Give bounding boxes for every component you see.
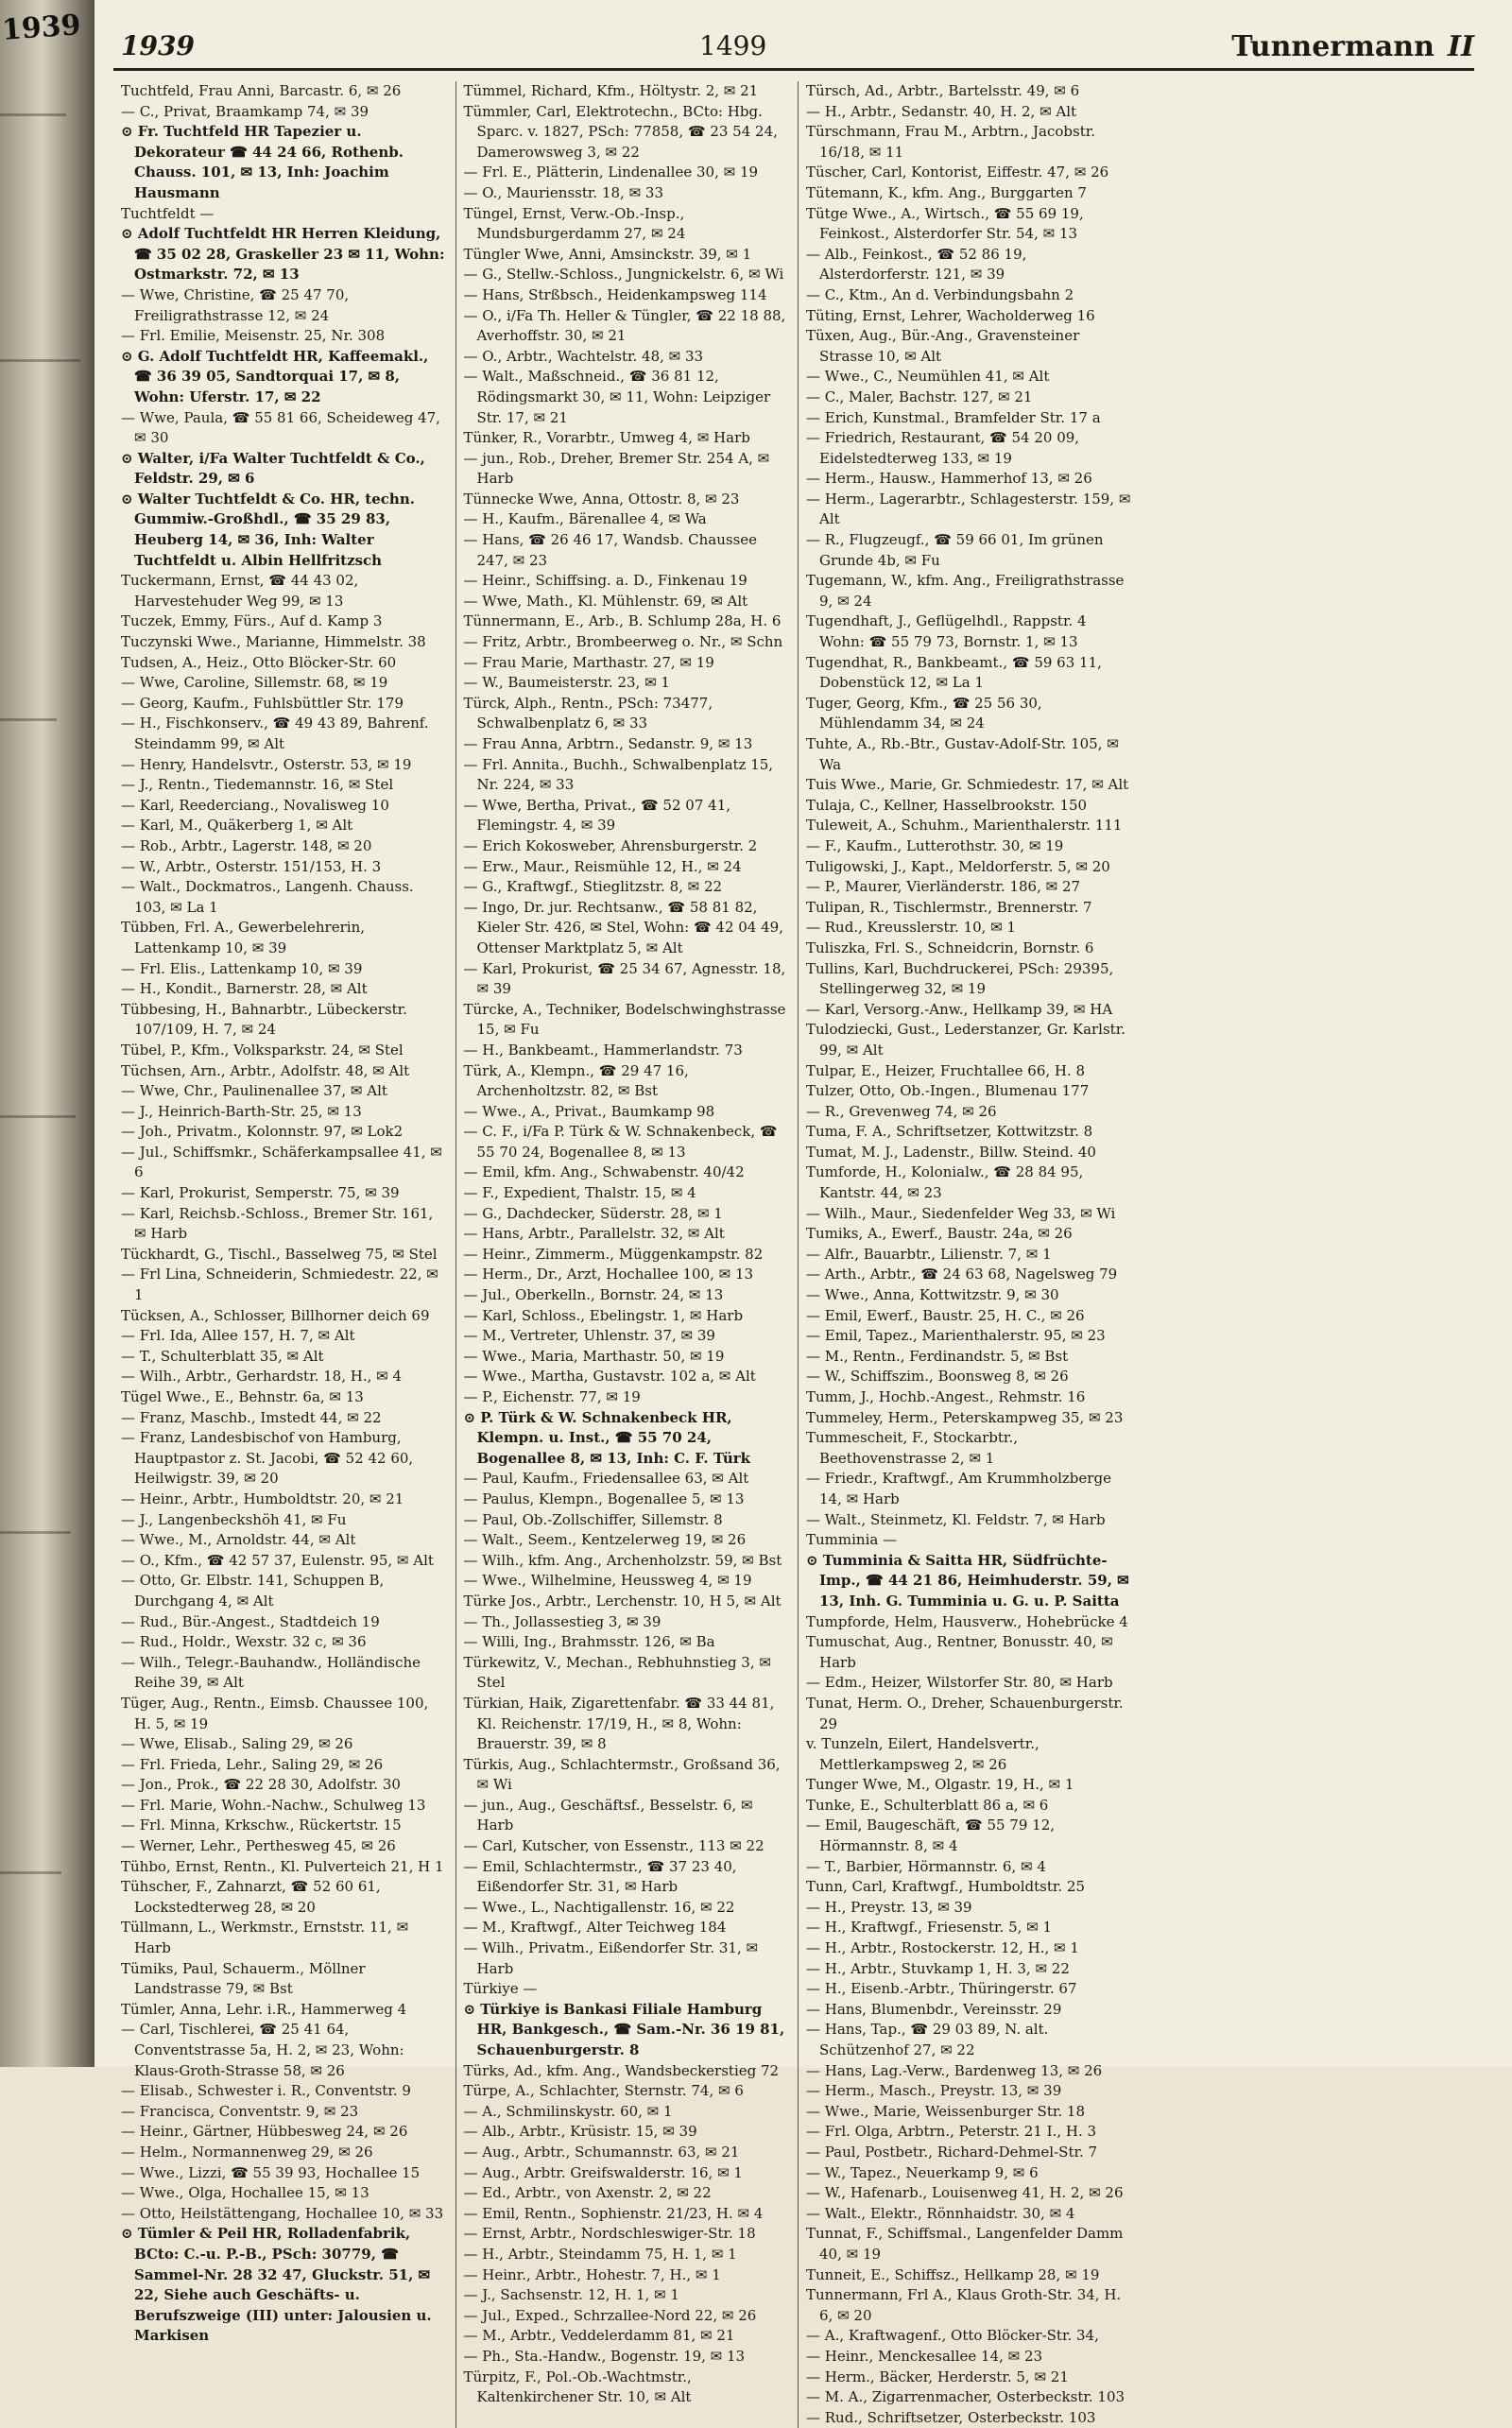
directory-entry: — H., Kaufm., Bärenallee 4, ✉ Wa: [463, 510, 707, 528]
directory-entry: Tuis Wwe., Marie, Gr. Schmiedestr. 17, ✉ Alt: [806, 776, 1129, 794]
directory-entry: Tühscher, F., Zahnarzt, ☎ 52 60 61, Lockstedterweg 28, ✉ 20: [121, 1878, 381, 1916]
directory-entry: Tumiks, A., Ewerf., Baustr. 24a, ✉ 26: [806, 1225, 1073, 1243]
directory-entry: Tüchsen, Arn., Arbtr., Adolfstr. 48, ✉ Alt: [121, 1061, 410, 1079]
directory-entry: — Rud., Kreusslerstr. 10, ✉ 1: [806, 919, 1017, 937]
directory-entry: Tulpar, E., Heizer, Fruchtallee 66, H. 8: [806, 1061, 1086, 1079]
directory-entry: — Th., Jollassestieg 3, ✉ 39: [463, 1612, 662, 1630]
directory-entry: — Georg, Kaufm., Fuhlsbüttler Str. 179: [121, 694, 404, 712]
directory-entry: — Rud., Schriftsetzer, Osterbeckstr. 103: [806, 2408, 1096, 2426]
page-number: 1499: [699, 30, 767, 61]
directory-entry: — Heinr., Menckesallee 14, ✉ 23: [806, 2347, 1043, 2365]
directory-entry: — R., Grevenweg 74, ✉ 26: [806, 1102, 997, 1120]
directory-entry: Tüngel, Ernst, Verw.-Ob.-Insp., Mundsburgerdamm 27, ✉ 24: [463, 204, 686, 243]
directory-entry: Tüger, Aug., Rentn., Eimsb. Chaussee 100, H. 5, ✉ 19: [121, 1694, 429, 1732]
directory-entry: — Jon., Prok., ☎ 22 28 30, Adolfstr. 30: [121, 1776, 401, 1794]
directory-entry: — R., Flugzeugf., ☎ 59 66 01, Im grünen Grunde 4b, ✉ Fu: [806, 531, 1104, 569]
directory-entry: — Hans, Lag.-Verw., Bardenweg 13, ✉ 26: [806, 2061, 1103, 2079]
column-3: [799, 81, 1142, 2428]
directory-entry: — Wwe, Math., Kl. Mühlenstr. 69, ✉ Alt: [463, 592, 748, 610]
directory-entry: — Edm., Heizer, Wilstorfer Str. 80, ✉ Harb: [806, 1674, 1113, 1692]
directory-entry: — Hans, Arbtr., Parallelstr. 32, ✉ Alt: [463, 1225, 725, 1243]
directory-entry: Tulodziecki, Gust., Lederstanzer, Gr. Karlstr. 99, ✉ Alt: [806, 1021, 1125, 1059]
directory-entry: — Walt., Steinmetz, Kl. Feldstr. 7, ✉ Harb: [806, 1510, 1106, 1528]
directory-entry: — C., Maler, Bachstr. 127, ✉ 21: [806, 387, 1033, 405]
directory-entry: — Frl. E., Plätterin, Lindenallee 30, ✉ 19: [463, 164, 759, 181]
directory-entry: — Alfr., Bauarbtr., Lilienstr. 7, ✉ 1: [806, 1245, 1052, 1263]
directory-entry: — H., Kondit., Barnerstr. 28, ✉ Alt: [121, 980, 368, 998]
directory-entry: — H., Arbtr., Stuvkamp 1, H. 3, ✉ 22: [806, 1959, 1070, 1977]
directory-entry: — F., Expedient, Thalstr. 15, ✉ 4: [463, 1184, 696, 1202]
directory-entry: Tunneit, E., Schiffsz., Hellkamp 28, ✉ 19: [806, 2265, 1100, 2283]
directory-entry: Tücksen, A., Schlosser, Billhorner deich 69: [121, 1306, 430, 1324]
directory-entry: — H., Bankbeamt., Hammerlandstr. 73: [463, 1041, 743, 1059]
directory-entry: Tunke, E., Schulterblatt 86 a, ✉ 6: [806, 1796, 1049, 1814]
directory-entry: — Wwe., Maria, Marthastr. 50, ✉ 19: [463, 1347, 725, 1365]
directory-entry: Tuleweit, A., Schuhm., Marienthalerstr. 111: [806, 817, 1123, 835]
directory-entry: — Walt., Dockmatros., Langenh. Chauss. 103, ✉ La 1: [121, 878, 414, 916]
running-title-name: Tunnermann: [1231, 30, 1435, 63]
directory-entry: — O., Kfm., ☎ 42 57 37, Eulenstr. 95, ✉ Alt: [121, 1551, 434, 1569]
directory-entry: Tübbesing, H., Bahnarbtr., Lübeckerstr. 107/109, H. 7, ✉ 24: [121, 1000, 407, 1039]
directory-entry: — Karl, Schloss., Ebelingstr. 1, ✉ Harb: [463, 1306, 744, 1324]
directory-entry: — Alb., Arbtr., Krüsistr. 15, ✉ 39: [463, 2123, 697, 2141]
directory-entry: — Frau Marie, Marthastr. 27, ✉ 19: [463, 653, 714, 671]
directory-entry: — Werner, Lehr., Perthesweg 45, ✉ 26: [121, 1837, 396, 1855]
directory-entry: — W., Hafenarb., Louisenweg 41, H. 2, ✉ 26: [806, 2184, 1124, 2202]
directory-entry: Tuger, Georg, Kfm., ☎ 25 56 30, Mühlendamm 34, ✉ 24: [806, 694, 1042, 732]
directory-entry: v. Tunzeln, Eilert, Handelsvertr., Mettlerkampsweg 2, ✉ 26: [806, 1735, 1040, 1773]
directory-entry: Türkis, Aug., Schlachtermstr., Großsand 36, ✉ Wi: [463, 1755, 781, 1794]
directory-entry: — Paul, Postbetr., Richard-Dehmel-Str. 7: [806, 2143, 1098, 2161]
directory-entry: — Karl, Prokurist, Semperstr. 75, ✉ 39: [121, 1184, 400, 1202]
directory-entry: Tummescheit, F., Stockarbtr., Beethovenstrasse 2, ✉ 1: [806, 1429, 1018, 1467]
directory-entry: — Wwe., L., Nachtigallenstr. 16, ✉ 22: [463, 1898, 735, 1916]
gutter-text-line: [0, 1531, 71, 1534]
directory-entry: — M., Arbtr., Veddelerdamm 81, ✉ 21: [463, 2327, 735, 2345]
directory-entry: — Alb., Feinkost., ☎ 52 86 19, Alsterdorferstr. 121, ✉ 39: [806, 245, 1027, 284]
directory-entry: Tulaja, C., Kellner, Hasselbrookstr. 150: [806, 796, 1088, 814]
directory-entry: Tuchtfeldt —: [121, 204, 215, 222]
directory-entry: — Karl, Versorg.-Anw., Hellkamp 39, ✉ HA: [806, 1000, 1113, 1018]
previous-page-edge: [0, 0, 94, 2067]
directory-entry: — Jul., Oberkelln., Bornstr. 24, ✉ 13: [463, 1286, 724, 1304]
directory-entry: — Aug., Arbtr., Schumannstr. 63, ✉ 21: [463, 2143, 740, 2161]
directory-entry: — Frl. Emilie, Meisenstr. 25, Nr. 308: [121, 327, 386, 345]
directory-entry: — Elisab., Schwester i. R., Conventstr. 9: [121, 2082, 411, 2100]
directory-entry: Tullins, Karl, Buchdruckerei, PSch: 29395, Stellingerweg 32, ✉ 19: [806, 959, 1114, 998]
directory-entry: — M., Kraftwgf., Alter Teichweg 184: [463, 1919, 727, 1937]
directory-entry: Tudsen, A., Heiz., Otto Blöcker-Str. 60: [121, 653, 397, 671]
running-title: [1231, 30, 1474, 63]
directory-entry: — Frl. Elis., Lattenkamp 10, ✉ 39: [121, 959, 363, 977]
directory-entry: — H., Preystr. 13, ✉ 39: [806, 1898, 972, 1916]
directory-entry: — Paul, Ob.-Zollschiffer, Sillemstr. 8: [463, 1510, 723, 1528]
directory-entry: — W., Schiffszim., Boonsweg 8, ✉ 26: [806, 1368, 1069, 1386]
directory-entry: — Karl, M., Quäkerberg 1, ✉ Alt: [121, 817, 353, 835]
column-1: [113, 81, 456, 2428]
section-numeral: II: [1447, 30, 1474, 63]
directory-entry: — Wwe, Paula, ☎ 55 81 66, Scheideweg 47, ✉ 30: [121, 408, 440, 447]
directory-entry: — Carl, Kutscher, von Essenstr., 113 ✉ 22: [463, 1837, 765, 1855]
directory-entry: — Wwe., M., Arnoldstr. 44, ✉ Alt: [121, 1531, 356, 1549]
directory-entry: — Karl, Reederciang., Novalisweg 10: [121, 796, 389, 814]
directory-entry: ⊙ Türkiye is Bankasi Filiale Hamburg HR, Bankgesch., ☎ Sam.-Nr. 36 19 81, Schauenburgerstr. 8: [463, 2000, 785, 2058]
directory-entry: — G., Stellw.-Schloss., Jungnickelstr. 6, ✉ Wi: [463, 266, 784, 284]
directory-entry: — H., Eisenb.-Arbtr., Thüringerstr. 67: [806, 1980, 1077, 1998]
directory-entry: — Henry, Handelsvtr., Osterstr. 53, ✉ 19: [121, 755, 412, 773]
directory-entry: Tütge Wwe., A., Wirtsch., ☎ 55 69 19, Feinkost., Alsterdorfer Str. 54, ✉ 13: [806, 204, 1084, 243]
directory-entry: — Joh., Privatm., Kolonnstr. 97, ✉ Lok2: [121, 1123, 404, 1141]
directory-entry: ⊙ Fr. Tuchtfeld HR Tapezier u. Dekorateur ☎ 44 24 66, Rothenb. Chauss. 101, ✉ 13, Inh: Joachim Hausmann: [121, 123, 404, 201]
directory-entry: Tuligowski, J., Kapt., Meldorferstr. 5, ✉ 20: [806, 857, 1110, 875]
directory-entry: Türsch, Ad., Arbtr., Bartelsstr. 49, ✉ 6: [806, 82, 1080, 99]
directory-entry: — H., Arbtr., Sedanstr. 40, H. 2, ✉ Alt: [806, 102, 1077, 120]
directory-entry: — A., Schmilinskystr. 60, ✉ 1: [463, 2102, 673, 2120]
directory-entry: Tühbo, Ernst, Rentn., Kl. Pulverteich 21, H 1: [121, 1857, 444, 1875]
directory-entry: — Rud., Holdr., Wexstr. 32 c, ✉ 36: [121, 1633, 367, 1651]
directory-entry: — Karl, Prokurist, ☎ 25 34 67, Agnesstr. 18, ✉ 39: [463, 959, 786, 998]
directory-entry: — Emil, Schlachtermstr., ☎ 37 23 40, Eißendorfer Str. 31, ✉ Harb: [463, 1857, 737, 1896]
directory-entry: Tunn, Carl, Kraftwgf., Humboldtstr. 25: [806, 1878, 1086, 1896]
directory-entry: — O., Mauriensstr. 18, ✉ 33: [463, 183, 663, 201]
directory-entry: — M., Vertreter, Uhlenstr. 37, ✉ 39: [463, 1327, 715, 1345]
directory-entry: — Friedrich, Restaurant, ☎ 54 20 09, Eidelstedterweg 133, ✉ 19: [806, 429, 1080, 467]
directory-entry: — Francisca, Conventstr. 9, ✉ 23: [121, 2102, 359, 2120]
directory-entry: Tümler, Anna, Lehr. i.R., Hammerweg 4: [121, 2000, 407, 2018]
directory-entry: — T., Barbier, Hörmannstr. 6, ✉ 4: [806, 1857, 1046, 1875]
directory-entry: — O., i/Fa Th. Heller & Tüngler, ☎ 22 18 88, Averhoffstr. 30, ✉ 21: [463, 306, 786, 345]
directory-entry: — Ed., Arbtr., von Axenstr. 2, ✉ 22: [463, 2184, 712, 2202]
directory-entry: — Frl. Olga, Arbtrn., Peterstr. 21 I., H. 3: [806, 2123, 1097, 2141]
directory-entry: Tümiks, Paul, Schauerm., Möllner Landstrasse 79, ✉ Bst: [121, 1959, 366, 1998]
directory-entry: ⊙ G. Adolf Tuchtfeldt HR, Kaffeemakl., ☎ 36 39 05, Sandtorquai 17, ✉ 8, Wohn: Uferstr. 17, ✉ 22: [121, 347, 429, 405]
directory-entry: — Frau Anna, Arbtrn., Sedanstr. 9, ✉ 13: [463, 735, 753, 752]
directory-entry: — Emil, Tapez., Marienthalerstr. 95, ✉ 23: [806, 1327, 1106, 1345]
directory-entry: Türkiye —: [463, 1980, 538, 1998]
directory-entry: — Paul, Kaufm., Friedensallee 63, ✉ Alt: [463, 1470, 749, 1488]
directory-entry: — Frl. Marie, Wohn.-Nachw., Schulweg 13: [121, 1796, 426, 1814]
directory-entry: — jun., Rob., Dreher, Bremer Str. 254 A, ✉ Harb: [463, 449, 770, 488]
directory-entry: — G., Kraftwgf., Stieglitzstr. 8, ✉ 22: [463, 878, 723, 896]
directory-entry: — Wwe, Chr., Paulinenallee 37, ✉ Alt: [121, 1082, 387, 1100]
directory-entry: — Herm., Lagerarbtr., Schlagesterstr. 159, ✉ Alt: [806, 490, 1131, 528]
directory-entry: — Frl. Annita., Buchh., Schwalbenplatz 15, Nr. 224, ✉ 33: [463, 755, 774, 794]
directory-entry: — A., Kraftwagenf., Otto Blöcker-Str. 34,: [806, 2327, 1099, 2345]
directory-entry: Türpitz, F., Pol.-Ob.-Wachtmstr., Kaltenkirchener Str. 10, ✉ Alt: [463, 2368, 692, 2406]
directory-entry: — Wwe, Christine, ☎ 25 47 70, Freiligrathstrasse 12, ✉ 24: [121, 285, 350, 324]
directory-entry: Türk, A., Klempn., ☎ 29 47 16, Archenholtzstr. 82, ✉ Bst: [463, 1061, 689, 1100]
directory-entry: Tübben, Frl. A., Gewerbelehrerin, Lattenkamp 10, ✉ 39: [121, 919, 365, 956]
directory-entry: Tüngler Wwe, Anni, Amsinckstr. 39, ✉ 1: [463, 245, 752, 263]
directory-entry: — Aug., Arbtr. Greifswalderstr. 16, ✉ 1: [463, 2163, 743, 2181]
directory-entry: Tügel Wwe., E., Behnstr. 6a, ✉ 13: [121, 1388, 364, 1405]
directory-entry: Tummeley, Herm., Peterskampweg 35, ✉ 23: [806, 1408, 1124, 1426]
directory-entry: Tulzer, Otto, Ob.-Ingen., Blumenau 177: [806, 1082, 1090, 1100]
directory-entry: — Heinr., Gärtner, Hübbesweg 24, ✉ 26: [121, 2123, 408, 2141]
directory-entry: — Heinr., Arbtr., Humboldtstr. 20, ✉ 21: [121, 1490, 404, 1507]
directory-entry: — Franz, Maschb., Imstedt 44, ✉ 22: [121, 1408, 382, 1426]
directory-entry: — Frl. Ida, Allee 157, H. 7, ✉ Alt: [121, 1327, 355, 1345]
directory-entry: — Erw., Maur., Reismühle 12, H., ✉ 24: [463, 857, 742, 875]
directory-entry: — Helm., Normannenweg 29, ✉ 26: [121, 2143, 373, 2161]
directory-entry: — Emil, kfm. Ang., Schwabenstr. 40/42: [463, 1163, 745, 1181]
directory-entry: Tugendhaft, J., Geflügelhdl., Rappstr. 4 Wohn: ☎ 55 79 73, Bornstr. 1, ✉ 13: [806, 612, 1087, 651]
directory-entry: — Frl. Frieda, Lehr., Saling 29, ✉ 26: [121, 1755, 384, 1773]
directory-entry: — Emil, Ewerf., Baustr. 25, H. C., ✉ 26: [806, 1306, 1085, 1324]
directory-entry: Türks, Ad., kfm. Ang., Wandsbeckerstieg 72: [463, 2061, 780, 2079]
directory-entry: — Heinr., Arbtr., Hohestr. 7, H., ✉ 1: [463, 2265, 721, 2283]
directory-entry: — Franz, Landesbischof von Hamburg, Hauptpastor z. St. Jacobi, ☎ 52 42 60, Heilwigstr. 39, ✉ 20: [121, 1429, 414, 1488]
directory-entry: — Otto, Gr. Elbstr. 141, Schuppen B, Durchgang 4, ✉ Alt: [121, 1572, 385, 1610]
directory-entry: — Wilh., Telegr.-Bauhandw., Holländische Reihe 39, ✉ Alt: [121, 1653, 421, 1692]
directory-entry: — Hans, Blumenbdr., Vereinsstr. 29: [806, 2000, 1062, 2018]
directory-entry: — Wwe., Lizzi, ☎ 55 39 93, Hochallee 15: [121, 2163, 421, 2181]
directory-entry: Tüllmann, L., Werkmstr., Ernststr. 11, ✉ Harb: [121, 1919, 409, 1957]
directory-entry: — G., Dachdecker, Süderstr. 28, ✉ 1: [463, 1204, 723, 1222]
directory-entry: Tunnat, F., Schiffsmal., Langenfelder Damm 40, ✉ 19: [806, 2225, 1124, 2263]
directory-entry: — W., Baumeisterstr. 23, ✉ 1: [463, 674, 670, 692]
directory-entry: — Herm., Bäcker, Herderstr. 5, ✉ 21: [806, 2368, 1069, 2385]
directory-entry: — Hans, ☎ 26 46 17, Wandsb. Chaussee 247, ✉ 23: [463, 531, 758, 569]
directory-entry: — T., Schulterblatt 35, ✉ Alt: [121, 1347, 324, 1365]
directory-entry: Tütemann, K., kfm. Ang., Burggarten 7: [806, 183, 1087, 201]
directory-entry: — Rob., Arbtr., Lagerstr. 148, ✉ 20: [121, 836, 372, 854]
directory-entry: Tuma, F. A., Schriftsetzer, Kottwitzstr. 8: [806, 1123, 1093, 1141]
gutter-text-line: [0, 718, 57, 721]
directory-entry: Türkian, Haik, Zigarettenfabr. ☎ 33 44 81, Kl. Reichenstr. 17/19, H., ✉ 8, Wohn: Brauerstr. 39, ✉ 8: [463, 1694, 775, 1753]
gutter-text-line: [0, 113, 66, 116]
directory-entry: — Heinr., Zimmerm., Müggenkampstr. 82: [463, 1245, 764, 1263]
directory-entry: — M. A., Zigarrenmacher, Osterbeckstr. 103: [806, 2388, 1125, 2406]
directory-entry: — P., Eichenstr. 77, ✉ 19: [463, 1388, 641, 1405]
directory-entry: — Wwe., Olga, Hochallee 15, ✉ 13: [121, 2184, 369, 2202]
directory-entry: — Erich, Kunstmal., Bramfelder Str. 17 a: [806, 408, 1101, 426]
directory-page: [94, 0, 1512, 2426]
directory-entry: — Wwe., Marie, Weissenburger Str. 18: [806, 2102, 1085, 2120]
directory-entry: — Wilh., kfm. Ang., Archenholzstr. 59, ✉ Bst: [463, 1551, 782, 1569]
directory-entry: Tümmel, Richard, Kfm., Höltystr. 2, ✉ 21: [463, 82, 759, 99]
directory-entry: Türkewitz, V., Mechan., Rebhuhnstieg 3, ✉ Stel: [463, 1653, 771, 1692]
directory-columns: [113, 81, 1484, 2426]
directory-entry: — Willi, Ing., Brahmsstr. 126, ✉ Ba: [463, 1633, 715, 1651]
directory-entry: Türck, Alph., Rentn., PSch: 73477, Schwalbenplatz 6, ✉ 33: [463, 694, 713, 732]
page-header: [113, 26, 1474, 71]
directory-entry: Tumat, M. J., Ladenstr., Billw. Steind. 40: [806, 1143, 1096, 1161]
directory-entry: Tüscher, Carl, Kontorist, Eiffestr. 47, ✉ 26: [806, 164, 1109, 181]
directory-entry: Tumm, J., Hochb.-Angest., Rehmstr. 16: [806, 1388, 1086, 1405]
directory-entry: — Heinr., Schiffsing. a. D., Finkenau 19: [463, 572, 747, 590]
directory-entry: — Herm., Hausw., Hammerhof 13, ✉ 26: [806, 470, 1092, 488]
directory-entry: — J., Sachsenstr. 12, H. 1, ✉ 1: [463, 2286, 679, 2304]
directory-entry: — Hans, Strßbsch., Heidenkampsweg 114: [463, 285, 767, 303]
directory-entry: Tümmler, Carl, Elektrotechn., BCto: Hbg. Sparc. v. 1827, PSch: 77858, ☎ 23 54 24, Damerowsweg 3, ✉ 22: [463, 102, 778, 161]
directory-entry: Tugemann, W., kfm. Ang., Freiligrathstrasse 9, ✉ 24: [806, 572, 1125, 610]
directory-entry: — H., Fischkonserv., ☎ 49 43 89, Bahrenf. Steindamm 99, ✉ Alt: [121, 715, 429, 752]
directory-entry: Tuckermann, Ernst, ☎ 44 43 02, Harvestehuder Weg 99, ✉ 13: [121, 572, 359, 610]
directory-entry: — Rud., Bür.-Angest., Stadtdeich 19: [121, 1612, 380, 1630]
gutter-text-line: [0, 359, 80, 362]
directory-entry: — W., Arbtr., Osterstr. 151/153, H. 3: [121, 857, 382, 875]
directory-entry: ⊙ Walter Tuchtfeldt & Co. HR, techn. Gummiw.-Großhdl., ☎ 35 29 83, Heuberg 14, ✉ 36, Inh: Walter Tuchtfeldt u. Albin Hellfritzsch: [121, 490, 415, 569]
directory-entry: Türcke, A., Techniker, Bodelschwinghstrasse 15, ✉ Fu: [463, 1000, 786, 1039]
directory-entry: — Wwe, Caroline, Sillemstr. 68, ✉ 19: [121, 674, 388, 692]
directory-entry: — Walt., Maßschneid., ☎ 36 81 12, Rödingsmarkt 30, ✉ 11, Wohn: Leipziger Str. 17, ✉ 21: [463, 368, 771, 426]
directory-entry: Tübel, P., Kfm., Volksparkstr. 24, ✉ Stel: [121, 1041, 404, 1059]
directory-entry: — Erich Kokosweber, Ahrensburgerstr. 2: [463, 836, 758, 854]
directory-entry: Tuhte, A., Rb.-Btr., Gustav-Adolf-Str. 105, ✉ Wa: [806, 735, 1119, 773]
directory-entry: — W., Tapez., Neuerkamp 9, ✉ 6: [806, 2163, 1039, 2181]
directory-entry: Tüting, Ernst, Lehrer, Wacholderweg 16: [806, 306, 1095, 324]
directory-entry: — Fritz, Arbtr., Brombeerweg o. Nr., ✉ Schn: [463, 633, 783, 651]
gutter-text-line: [0, 1115, 76, 1118]
directory-entry: Tumpforde, Helm, Hausverw., Hohebrücke 4: [806, 1612, 1128, 1630]
directory-entry: Tumforde, H., Kolonialw., ☎ 28 84 95, Kantstr. 44, ✉ 23: [806, 1163, 1084, 1202]
directory-entry: — C. F., i/Fa P. Türk & W. Schnakenbeck, ☎ 55 70 24, Bogenallee 8, ✉ 13: [463, 1123, 778, 1161]
directory-entry: — Herm., Masch., Preystr. 13, ✉ 39: [806, 2082, 1062, 2100]
directory-entry: — Frl Lina, Schneiderin, Schmiedestr. 22, ✉ 1: [121, 1266, 438, 1304]
directory-entry: — Jul., Schiffsmkr., Schäferkampsallee 41, ✉ 6: [121, 1143, 442, 1181]
directory-entry: — Hans, Tap., ☎ 29 03 89, N. alt. Schützenhof 27, ✉ 22: [806, 2021, 1049, 2058]
directory-entry: — Paulus, Klempn., Bogenallee 5, ✉ 13: [463, 1490, 745, 1507]
directory-entry: — F., Kaufm., Lutterothstr. 30, ✉ 19: [806, 836, 1064, 854]
directory-entry: — Wwe., Wilhelmine, Heussweg 4, ✉ 19: [463, 1572, 752, 1590]
directory-entry: ⊙ P. Türk & W. Schnakenbeck HR, Klempn. u. Inst., ☎ 55 70 24, Bogenallee 8, ✉ 13, Inh: C. F. Türk: [463, 1408, 751, 1467]
directory-entry: — Jul., Exped., Schrzallee-Nord 22, ✉ 26: [463, 2306, 757, 2324]
header-year: 1939: [121, 30, 195, 61]
directory-entry: — Ph., Sta.-Handw., Bogenstr. 19, ✉ 13: [463, 2347, 746, 2365]
directory-entry: — J., Heinrich-Barth-Str. 25, ✉ 13: [121, 1102, 362, 1120]
directory-entry: ⊙ Adolf Tuchtfeldt HR Herren Kleidung, ☎ 35 02 28, Graskeller 23 ✉ 11, Wohn: Ostmarkstr. 72, ✉ 13: [121, 225, 445, 284]
directory-entry: — J., Rentn., Tiedemannstr. 16, ✉ Stel: [121, 776, 394, 794]
directory-entry: — H., Arbtr., Rostockerstr. 12, H., ✉ 1: [806, 1939, 1079, 1957]
directory-entry: Tugendhat, R., Bankbeamt., ☎ 59 63 11, Dobenstück 12, ✉ La 1: [806, 653, 1102, 692]
directory-entry: — Wwe., Anna, Kottwitzstr. 9, ✉ 30: [806, 1286, 1059, 1304]
directory-entry: — H., Arbtr., Steindamm 75, H. 1, ✉ 1: [463, 2245, 737, 2263]
directory-entry: — Wilh., Privatm., Eißendorfer Str. 31, ✉ Harb: [463, 1939, 759, 1977]
directory-entry: Tuczek, Emmy, Fürs., Auf d. Kamp 3: [121, 612, 383, 630]
directory-entry: ⊙ Walter, i/Fa Walter Tuchtfeldt & Co., Feldstr. 29, ✉ 6: [121, 449, 425, 488]
directory-entry: — M., Rentn., Ferdinandstr. 5, ✉ Bst: [806, 1347, 1069, 1365]
directory-entry: — Herm., Dr., Arzt, Hochallee 100, ✉ 13: [463, 1266, 754, 1283]
directory-entry: ⊙ Tümler & Peil HR, Rolladenfabrik, BCto: C.-u. P.-B., PSch: 30779, ☎ Sammel-Nr. 28 32 47, Gluckstr. 51, ✉ 22, Siehe auch Geschäfts- u. Berufszweige (III) unter: Jalousien u. Markisen: [121, 2225, 432, 2345]
directory-entry: — Wwe., Martha, Gustavstr. 102 a, ✉ Alt: [463, 1368, 756, 1386]
directory-entry: Tuczynski Wwe., Marianne, Himmelstr. 38: [121, 633, 426, 651]
directory-entry: — Walt., Seem., Kentzelerweg 19, ✉ 26: [463, 1531, 747, 1549]
directory-entry: — P., Maurer, Vierländerstr. 186, ✉ 27: [806, 878, 1081, 896]
column-2: [456, 81, 799, 2428]
directory-entry: Tüxen, Aug., Bür.-Ang., Gravensteiner Strasse 10, ✉ Alt: [806, 327, 1080, 365]
directory-entry: Tückhardt, G., Tischl., Basselweg 75, ✉ Stel: [121, 1245, 438, 1263]
directory-entry: — Otto, Heilstättengang, Hochallee 10, ✉ 33: [121, 2204, 444, 2222]
directory-entry: Türpe, A., Schlachter, Sternstr. 74, ✉ 6: [463, 2082, 744, 2100]
directory-entry: — Ingo, Dr. jur. Rechtsanw., ☎ 58 81 82, Kieler Str. 426, ✉ Stel, Wohn: ☎ 42 04 49, Ottenser Marktplatz 5, ✉ Alt: [463, 898, 783, 956]
directory-entry: — Wilh., Maur., Siedenfelder Weg 33, ✉ Wi: [806, 1204, 1116, 1222]
directory-entry: Tumminia —: [806, 1531, 898, 1549]
directory-entry: — Wwe., C., Neumühlen 41, ✉ Alt: [806, 368, 1050, 386]
directory-entry: Tünker, R., Vorarbtr., Umweg 4, ✉ Harb: [463, 429, 750, 447]
directory-entry: — Wilh., Arbtr., Gerhardstr. 18, H., ✉ 4: [121, 1368, 403, 1386]
directory-entry: Tulipan, R., Tischlermstr., Brennerstr. 7: [806, 898, 1092, 916]
directory-entry: Tuliszka, Frl. S., Schneidcrin, Bornstr. 6: [806, 938, 1094, 956]
directory-entry: — Karl, Reichsb.-Schloss., Bremer Str. 161, ✉ Harb: [121, 1204, 434, 1243]
directory-entry: — Ernst, Arbtr., Nordschleswiger-Str. 18: [463, 2225, 756, 2243]
directory-entry: — Carl, Tischlerei, ☎ 25 41 64, Conventstrasse 5a, H. 2, ✉ 23, Wohn: Klaus-Groth-Strasse 58, ✉ 26: [121, 2021, 404, 2079]
directory-entry: — Wwe, Bertha, Privat., ☎ 52 07 41, Flemingstr. 4, ✉ 39: [463, 796, 731, 835]
directory-entry: Tunat, Herm. O., Dreher, Schauenburgerstr. 29: [806, 1694, 1124, 1732]
directory-entry: — J., Langenbeckshöh 41, ✉ Fu: [121, 1510, 347, 1528]
directory-entry: Türschmann, Frau M., Arbtrn., Jacobstr. 16/18, ✉ 11: [806, 123, 1096, 161]
directory-entry: — Emil, Baugeschäft, ☎ 55 79 12, Hörmannstr. 8, ✉ 4: [806, 1817, 1056, 1855]
directory-entry: — Walt., Elektr., Rönnhaidstr. 30, ✉ 4: [806, 2204, 1075, 2222]
directory-entry: — Wwe., A., Privat., Baumkamp 98: [463, 1102, 715, 1120]
gutter-year: 1939: [0, 9, 82, 47]
directory-entry: — Wwe, Elisab., Saling 29, ✉ 26: [121, 1735, 353, 1753]
directory-entry: — C., Privat, Braamkamp 74, ✉ 39: [121, 102, 369, 120]
directory-entry: — jun., Aug., Geschäftsf., Besselstr. 6, ✉ Harb: [463, 1796, 753, 1834]
directory-entry: Tünnecke Wwe, Anna, Ottostr. 8, ✉ 23: [463, 490, 740, 508]
gutter-text-line: [0, 1871, 61, 1874]
directory-entry: Tünnermann, E., Arb., B. Schlump 28a, H. 6: [463, 612, 782, 630]
directory-entry: — O., Arbtr., Wachtelstr. 48, ✉ 33: [463, 347, 704, 365]
directory-entry: Tuchtfeld, Frau Anni, Barcastr. 6, ✉ 26: [121, 82, 402, 99]
directory-entry: — Arth., Arbtr., ☎ 24 63 68, Nagelsweg 79: [806, 1266, 1118, 1283]
directory-entry: — Frl. Minna, Krkschw., Rückertstr. 15: [121, 1817, 402, 1834]
directory-entry: ⊙ Tumminia & Saitta HR, Südfrüchte-Imp., ☎ 44 21 86, Heimhuderstr. 59, ✉ 13, Inh. G. Tumminia u. G. u. P. Saitta: [806, 1551, 1129, 1610]
directory-entry: Tunger Wwe, M., Olgastr. 19, H., ✉ 1: [806, 1776, 1074, 1794]
directory-entry: — H., Kraftwgf., Friesenstr. 5, ✉ 1: [806, 1919, 1053, 1937]
directory-entry: Türke Jos., Arbtr., Lerchenstr. 10, H 5, ✉ Alt: [463, 1592, 782, 1610]
directory-entry: Tumuschat, Aug., Rentner, Bonusstr. 40, ✉ Harb: [806, 1633, 1113, 1671]
directory-entry: — Emil, Rentn., Sophienstr. 21/23, H. ✉ 4: [463, 2204, 764, 2222]
directory-entry: Tunnermann, Frl A., Klaus Groth-Str. 34, H. 6, ✉ 20: [806, 2286, 1122, 2324]
directory-entry: — Friedr., Kraftwgf., Am Krummholzberge 14, ✉ Harb: [806, 1470, 1111, 1507]
directory-entry: — C., Ktm., An d. Verbindungsbahn 2: [806, 285, 1074, 303]
